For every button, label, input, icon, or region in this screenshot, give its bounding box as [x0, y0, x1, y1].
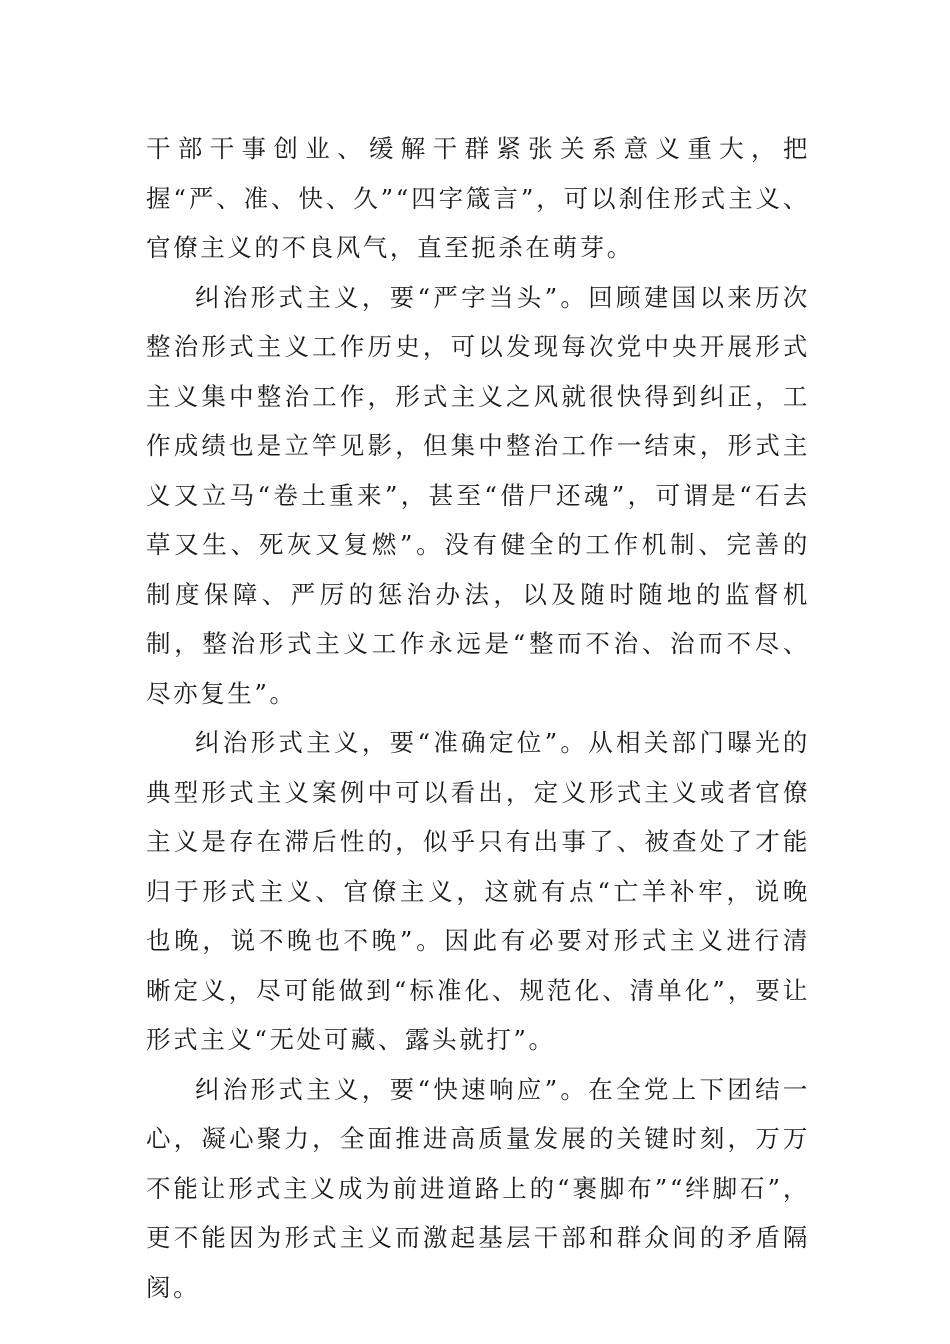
document-page: [146, 124, 810, 1312]
paragraph-strict: 纠治形式主义，要“严字当头”。回顾建国以来历次整治形式主义工作历史，可以发现每次党中央开展形式主义集中整治工作，形式主义之风就很快得到纠正，工作成绩也是立竿见影，但集中整治工作一结束，形式主义又立马“卷土重来”，甚至“借尸还魂”，可谓是“石去草又生、死灰又复燃”。没有健全的工作机制、完善的制度保障、严厉的惩治办法，以及随时随地的监督机制，整治形式主义工作永远是“整而不治、治而不尽、尽亦复生”。: [146, 282, 810, 708]
paragraph-fast: 纠治形式主义，要“快速响应”。在全党上下团结一心，凝心聚力，全面推进高质量发展的关键时刻，万万不能让形式主义成为前进道路上的“裹脚布”“绊脚石”，更不能因为形式主义而激起基层干部和群众间的矛盾隔阂。: [146, 1074, 810, 1302]
paragraph-intro: 干部干事创业、缓解干群紧张关系意义重大，把握“严、准、快、久”“四字箴言”，可以刹住形式主义、官僚主义的不良风气，直至扼杀在萌芽。: [146, 134, 810, 262]
paragraph-accurate: 纠治形式主义，要“准确定位”。从相关部门曝光的典型形式主义案例中可以看出，定义形式主义或者官僚主义是存在滞后性的，似乎只有出事了、被查处了才能归于形式主义、官僚主义，这就有点“亡羊补牢，说晚也晚，说不晚也不晚”。因此有必要对形式主义进行清晰定义，尽可能做到“标准化、规范化、清单化”，要让形式主义“无处可藏、露头就打”。: [146, 728, 810, 1054]
